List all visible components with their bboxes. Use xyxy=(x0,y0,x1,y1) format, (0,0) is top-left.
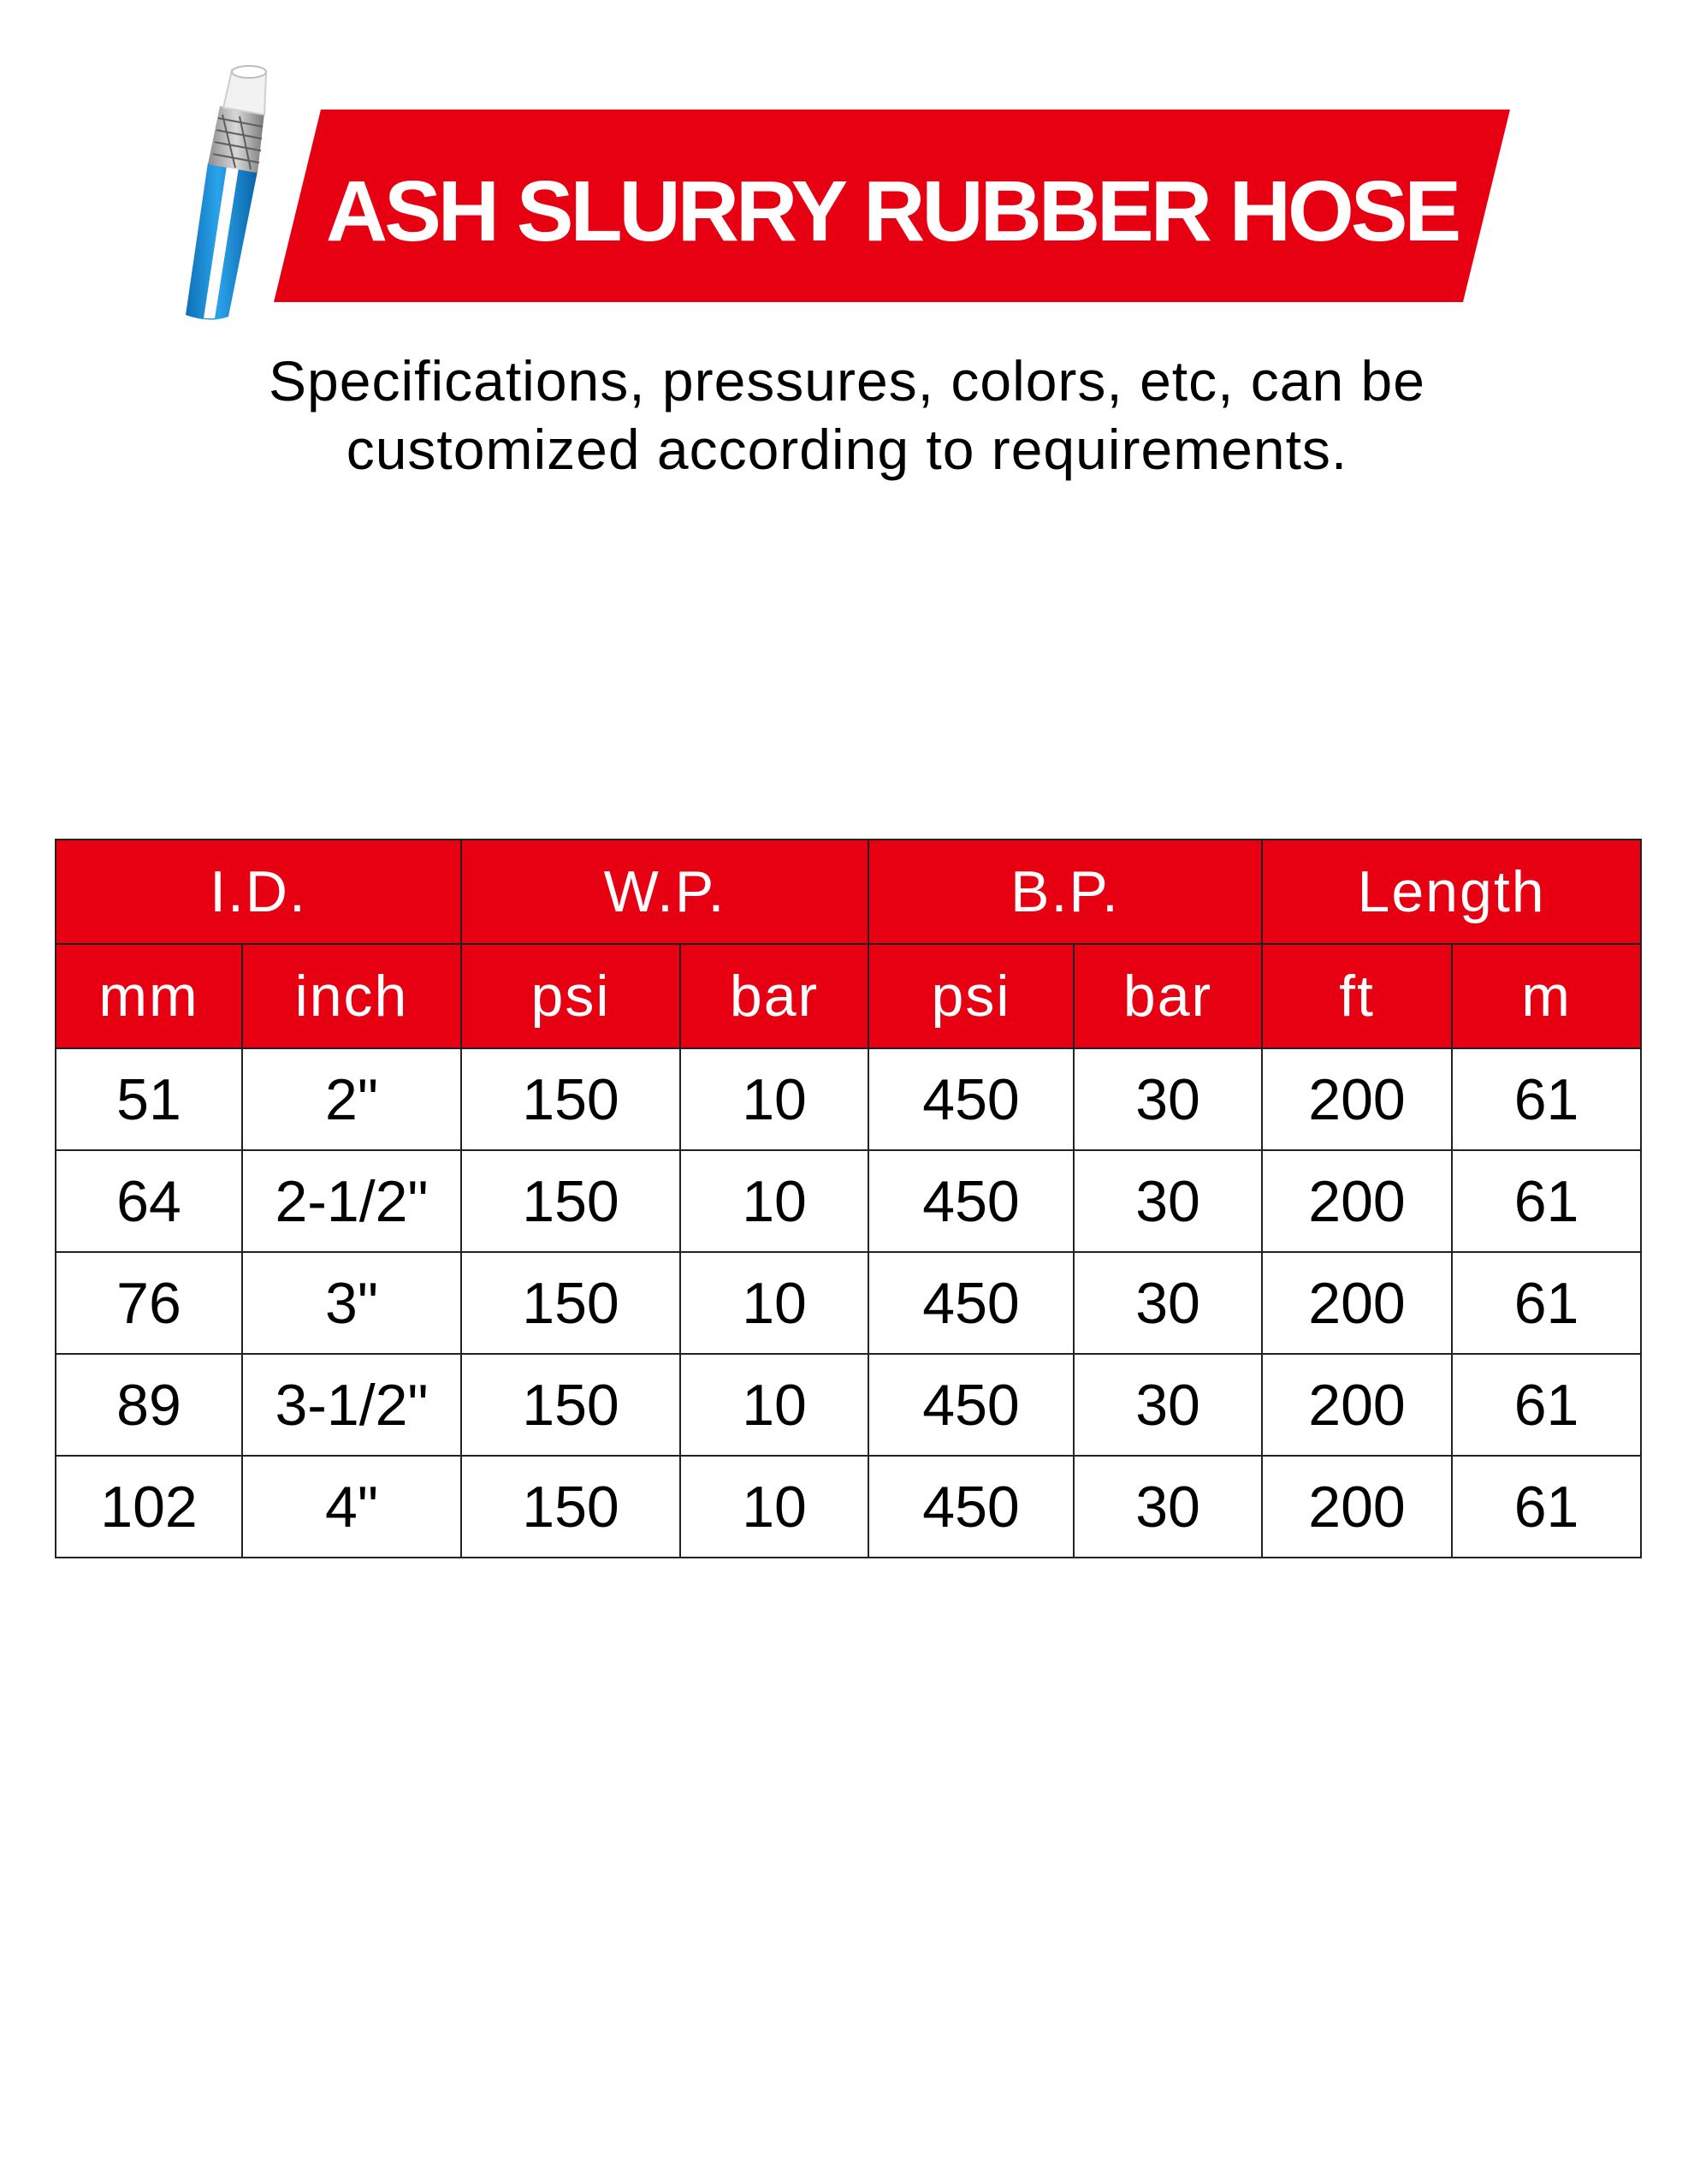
table-cell: 150 xyxy=(461,1150,680,1252)
table-cell: 2" xyxy=(242,1048,461,1150)
group-header-wp: W.P. xyxy=(461,840,868,944)
unit-header: bar xyxy=(680,944,868,1048)
table-cell: 61 xyxy=(1452,1252,1641,1354)
subtitle-line-2: customized according to requirements. xyxy=(346,418,1348,481)
title-banner xyxy=(274,110,1510,302)
subtitle-line-1: Specifications, pressures, colors, etc, can be xyxy=(269,349,1425,412)
table-cell: 76 xyxy=(56,1252,242,1354)
table-cell: 10 xyxy=(680,1252,868,1354)
table-cell: 64 xyxy=(56,1150,242,1252)
table-cell: 30 xyxy=(1074,1252,1262,1354)
unit-header: psi xyxy=(461,944,680,1048)
table-cell: 3-1/2" xyxy=(242,1354,461,1456)
table-cell: 4" xyxy=(242,1456,461,1558)
table-cell: 3" xyxy=(242,1252,461,1354)
table-cell: 30 xyxy=(1074,1048,1262,1150)
hose-icon xyxy=(175,62,287,327)
table-cell: 30 xyxy=(1074,1456,1262,1558)
table-cell: 89 xyxy=(56,1354,242,1456)
table-cell: 200 xyxy=(1262,1354,1452,1456)
table-cell: 150 xyxy=(461,1252,680,1354)
table-cell: 102 xyxy=(56,1456,242,1558)
unit-header: inch xyxy=(242,944,461,1048)
table-cell: 150 xyxy=(461,1048,680,1150)
table-cell: 10 xyxy=(680,1150,868,1252)
table-cell: 200 xyxy=(1262,1456,1452,1558)
table-cell: 61 xyxy=(1452,1048,1641,1150)
table-cell: 10 xyxy=(680,1354,868,1456)
group-header-id: I.D. xyxy=(56,840,461,944)
table-cell: 150 xyxy=(461,1456,680,1558)
table-row xyxy=(56,1048,1641,1150)
table-cell: 450 xyxy=(868,1354,1074,1456)
unit-header-row xyxy=(56,944,1641,1048)
table-row xyxy=(56,1252,1641,1354)
subtitle xyxy=(137,347,1557,484)
group-header-bp: B.P. xyxy=(868,840,1262,944)
page-title: ASH SLURRY RUBBER HOSE xyxy=(325,163,1459,259)
table-cell: 61 xyxy=(1452,1150,1641,1252)
table-cell: 200 xyxy=(1262,1048,1452,1150)
table-cell: 61 xyxy=(1452,1456,1641,1558)
unit-header: m xyxy=(1452,944,1641,1048)
spec-table xyxy=(55,839,1642,1558)
table-row xyxy=(56,1354,1641,1456)
group-header-row xyxy=(56,840,1641,944)
table-cell: 450 xyxy=(868,1150,1074,1252)
table-cell: 10 xyxy=(680,1048,868,1150)
table-cell: 10 xyxy=(680,1456,868,1558)
table-cell: 30 xyxy=(1074,1150,1262,1252)
table-cell: 61 xyxy=(1452,1354,1641,1456)
table-row xyxy=(56,1150,1641,1252)
table-cell: 2-1/2" xyxy=(242,1150,461,1252)
unit-header: bar xyxy=(1074,944,1262,1048)
table-cell: 450 xyxy=(868,1048,1074,1150)
unit-header: psi xyxy=(868,944,1074,1048)
table-row xyxy=(56,1456,1641,1558)
unit-header: ft xyxy=(1262,944,1452,1048)
table-cell: 51 xyxy=(56,1048,242,1150)
group-header-length: Length xyxy=(1262,840,1641,944)
table-cell: 450 xyxy=(868,1456,1074,1558)
table-cell: 200 xyxy=(1262,1252,1452,1354)
table-cell: 450 xyxy=(868,1252,1074,1354)
unit-header: mm xyxy=(56,944,242,1048)
table-cell: 150 xyxy=(461,1354,680,1456)
table-cell: 30 xyxy=(1074,1354,1262,1456)
table-cell: 200 xyxy=(1262,1150,1452,1252)
